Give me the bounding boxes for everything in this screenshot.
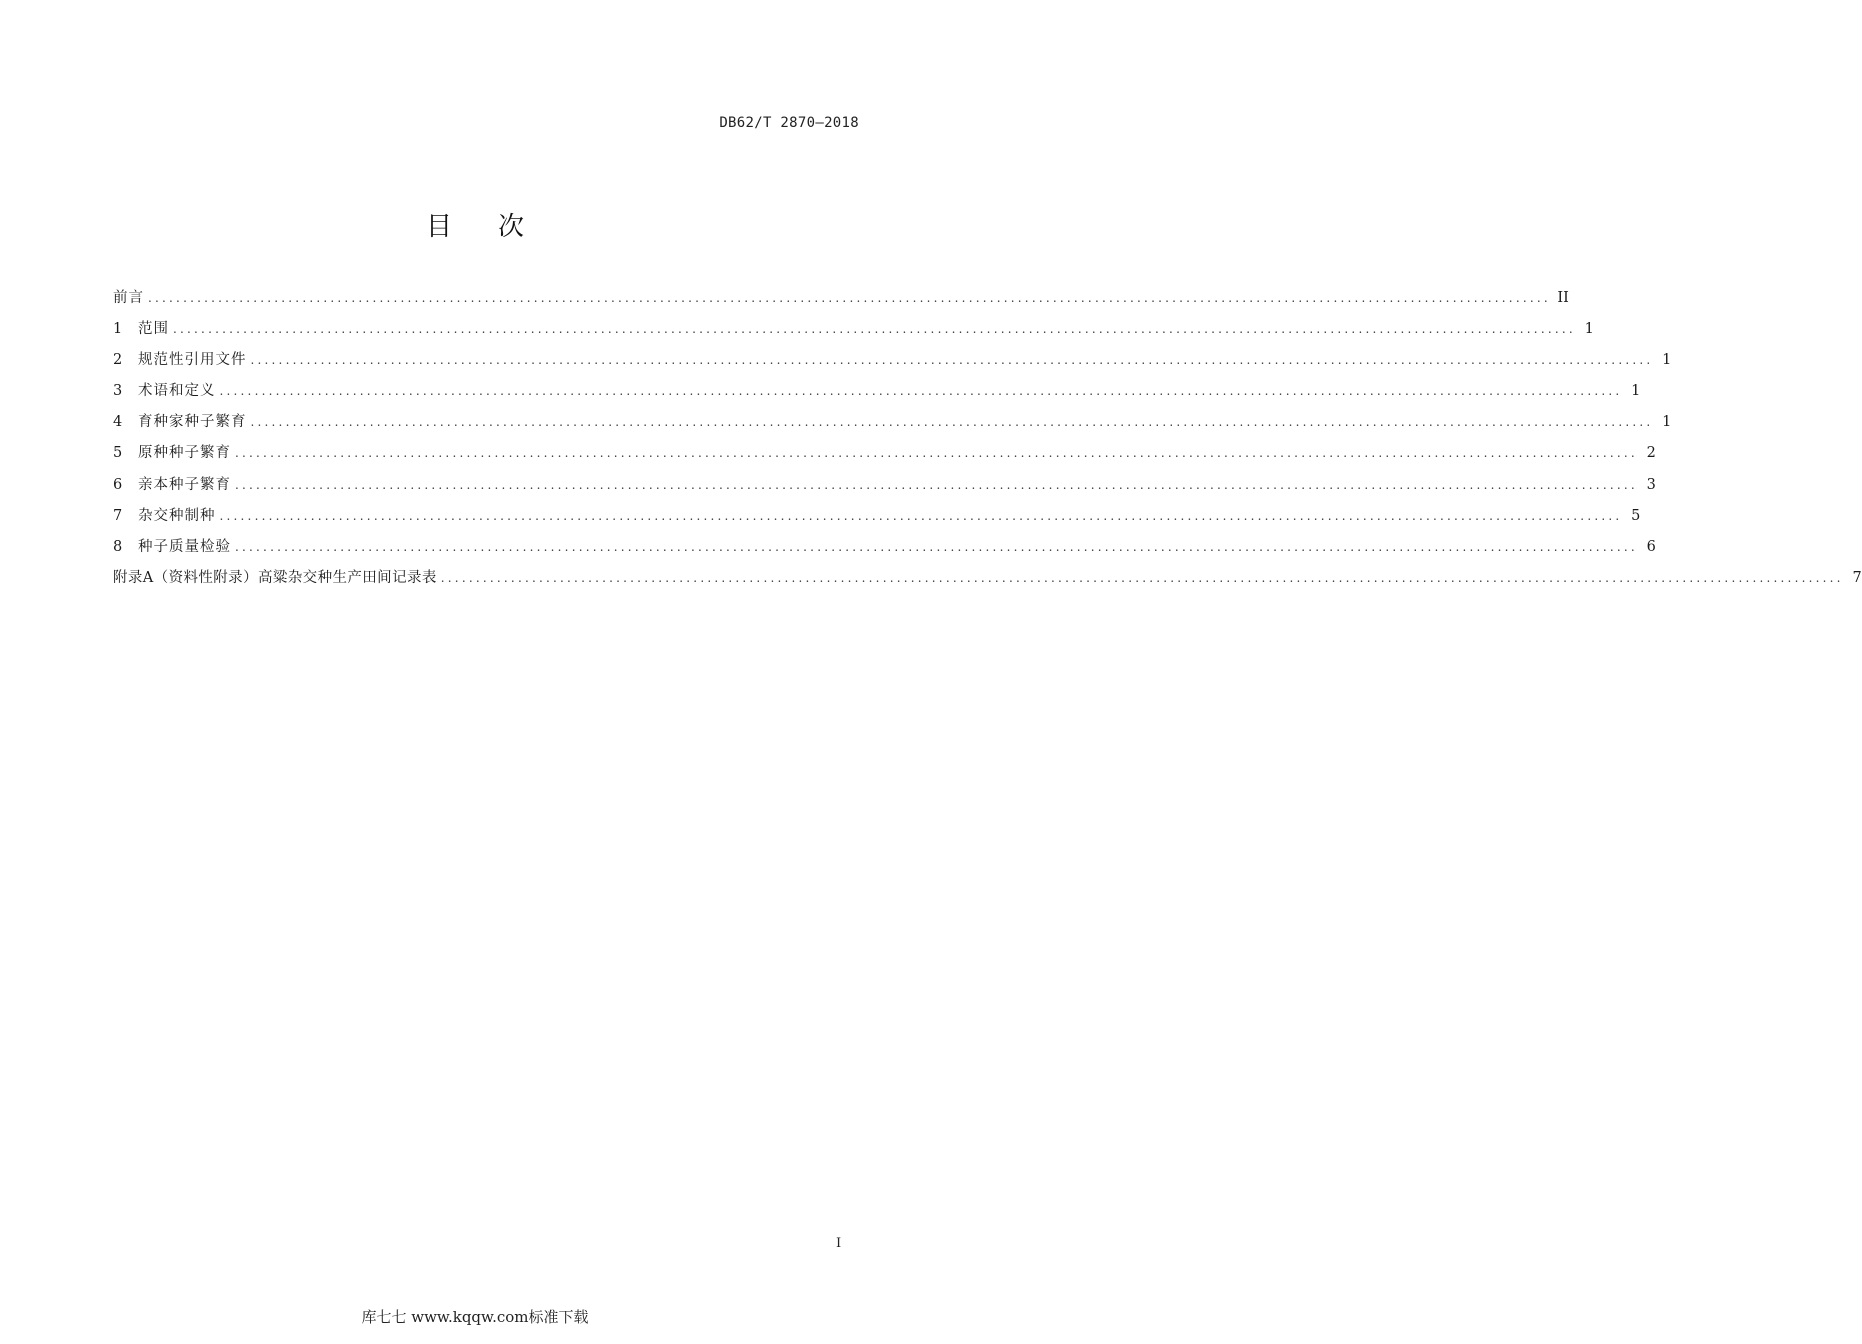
toc-entry-breeder-seed[interactable]: [113, 411, 1672, 442]
toc-entry-page: 1: [1662, 352, 1672, 369]
toc-entry-number: 7: [113, 507, 123, 524]
toc-entry-number: 3: [113, 383, 123, 400]
toc-entry-page: 1: [1662, 414, 1672, 431]
toc-entry-number: 5: [113, 445, 123, 462]
toc-entry-label: 育种家种子繁育: [138, 414, 247, 431]
toc-entry-label: 范围: [138, 321, 169, 338]
toc-entry-page: 3: [1646, 476, 1656, 493]
toc-entry-label: 原种种子繁育: [138, 445, 231, 462]
document-code: DB62/T 2870—2018: [719, 115, 859, 131]
toc-entry-normative-references[interactable]: [113, 349, 1672, 380]
toc-entry-appendix-a[interactable]: [113, 567, 1862, 598]
toc-leader-dots: ........................................................................................................................................................................................................: [235, 446, 1638, 461]
toc-leader-dots: ........................................................................................................................................................................................................: [250, 353, 1654, 368]
toc-leader-dots: ........................................................................................................................................................................................................: [440, 570, 1844, 585]
toc-entry-seed-quality[interactable]: [113, 536, 1656, 567]
footer-watermark: 库七七 www.kqqw.com标准下载: [361, 1308, 589, 1326]
toc-entry-page: 1: [1631, 383, 1641, 400]
page-title: 目次: [425, 212, 570, 242]
toc-leader-dots: ........................................................................................................................................................................................................: [173, 322, 1576, 337]
toc-leader-dots: ........................................................................................................................................................................................................: [235, 477, 1638, 492]
toc-entry-page: 6: [1646, 538, 1656, 555]
toc-entry-page: 1: [1584, 321, 1594, 338]
toc-entry-foundation-seed[interactable]: [113, 442, 1656, 473]
toc-leader-dots: ........................................................................................................................................................................................................: [148, 291, 1551, 305]
toc-entry-number: 6: [113, 476, 123, 493]
table-of-contents: [113, 287, 1862, 598]
toc-entry-label: 种子质量检验: [138, 538, 231, 555]
toc-leader-dots: ........................................................................................................................................................................................................: [235, 539, 1638, 554]
toc-entry-terms-definitions[interactable]: [113, 380, 1641, 411]
toc-entry-label: 附录A（资料性附录）高粱杂交种生产田间记录表: [113, 569, 437, 586]
toc-entry-page: II: [1557, 290, 1569, 306]
toc-entry-page: 5: [1631, 507, 1641, 524]
toc-entry-number: 8: [113, 538, 123, 555]
toc-entry-label: 术语和定义: [138, 383, 216, 400]
toc-entry-foreword[interactable]: [113, 287, 1569, 318]
toc-entry-page: 7: [1852, 569, 1862, 586]
toc-entry-scope[interactable]: [113, 318, 1594, 349]
toc-entry-number: 4: [113, 414, 123, 431]
toc-entry-number: 2: [113, 352, 123, 369]
toc-leader-dots: ........................................................................................................................................................................................................: [219, 384, 1623, 399]
toc-leader-dots: ........................................................................................................................................................................................................: [219, 508, 1623, 523]
toc-entry-parent-seed[interactable]: [113, 474, 1656, 505]
toc-entry-number: 1: [113, 321, 123, 338]
toc-entry-hybrid-production[interactable]: [113, 505, 1641, 536]
page-number: I: [836, 1236, 842, 1251]
toc-entry-label: 规范性引用文件: [138, 352, 247, 369]
toc-leader-dots: ........................................................................................................................................................................................................: [250, 415, 1654, 430]
toc-entry-page: 2: [1646, 445, 1656, 462]
toc-entry-label: 前言: [113, 290, 144, 306]
toc-entry-label: 亲本种子繁育: [138, 476, 231, 493]
toc-entry-label: 杂交种制种: [138, 507, 216, 524]
